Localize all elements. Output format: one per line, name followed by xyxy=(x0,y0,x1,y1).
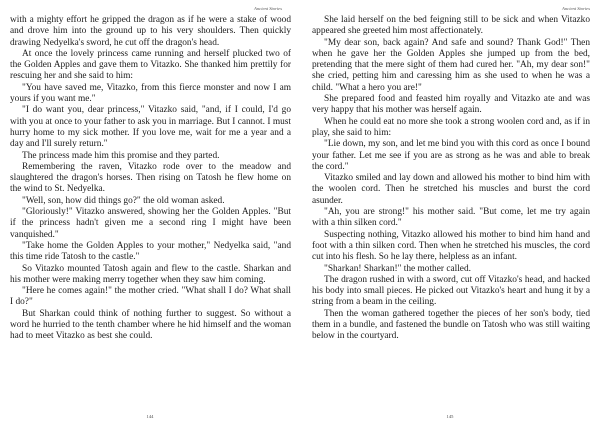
paragraph: She laid herself on the bed feigning still to be sick and when Vitazko appeared she greeted him most affectionately. xyxy=(312,15,590,37)
running-header: Ancient Stories xyxy=(254,6,282,11)
paragraph: "My dear son, back again? And safe and sound? Thank God!" Then when he gave her the Golden Apples she jumped up from the bed, pretending that the mere sight of them had cured her. "Ah, my dear son!" she cried, petting him and caressing him as she used to when he was a child. "What a hero you are!" xyxy=(312,37,590,93)
running-header: Ancient Stories xyxy=(562,6,590,11)
paragraph: Suspecting nothing, Vitazko allowed his mother to bind him hand and foot with a thin silken cord. Then when he stretched his muscles, the cord cut into his flesh. So he lay there, helpless as an infant. xyxy=(312,229,590,263)
paragraph: "Well, son, how did things go?" the old woman asked. xyxy=(22,195,225,206)
paragraph: "Take home the Golden Apples to your mother," Nedyelka said, "and this time ride Tatosh to the castle." xyxy=(10,240,291,263)
paragraph: "Ah, you are strong!" his mother said. "But come, let me try again with a thin silken cord." xyxy=(312,207,590,229)
paragraph: The dragon rushed in with a sword, cut off Vitazko's head, and hacked his body into small pieces. He picked out Vitazko's heart and hung it by a string from a beam in the ceiling. xyxy=(312,274,590,308)
paragraph: "I do want you, dear princess," Vitazko said, "and, if I could, I'd go with you at once to your father to ask you in marriage. But I cannot. I must hurry home to my sick mother. If you love me, wait for me a year and a day and I'll surely return." xyxy=(10,105,291,150)
paragraph: "Gloriously!" Vitazko answered, showing her the Golden Apples. "But if the princess hadn't given me a second ring I might have been vanquished." xyxy=(10,207,291,240)
body-text xyxy=(312,15,590,343)
paragraph: "Lie down, my son, and let me bind you with this cord as once I bound your father. Let me see if you are as strong as he was and able to break the cord." xyxy=(312,139,590,172)
paragraph: At once the lovely princess came running and herself plucked two of the Golden Apples and gave them to Vitazko. She thanked him prettily for rescuing her and she said to him: xyxy=(10,48,291,82)
paragraph: "Here he comes again!" the mother cried. "What shall I do? What shall I do?" xyxy=(10,286,291,308)
paragraph: She prepared food and feasted him royally and Vitazko ate and was very happy that his mother was herself again. xyxy=(312,94,590,116)
paragraph: So Vitazko mounted Tatosh again and flew to the castle. Sharkan and his mother were making merry together when they saw him coming. xyxy=(10,263,291,285)
paragraph: The princess made him this promise and they parted. xyxy=(22,150,220,161)
body-text xyxy=(10,15,291,343)
paragraph: "Sharkan! Sharkan!" the mother called. xyxy=(324,263,471,274)
right-page xyxy=(300,0,600,424)
page-number: 145 xyxy=(446,414,454,419)
paragraph: Then the woman gathered together the pieces of her son's body, tied them in a bundle, and fastened the bundle on Tatosh who was still waiting below in the courtyard. xyxy=(312,308,590,342)
paragraph: When he could eat no more she took a strong woolen cord and, as if in play, she said to him: xyxy=(312,116,590,138)
paragraph: But Sharkan could think of nothing further to suggest. So without a word he hurried to the tenth chamber where he hid himself and the woman had to meet Vitazko as best she could. xyxy=(10,308,291,342)
page-number: 144 xyxy=(146,414,154,419)
paragraph: "You have saved me, Vitazko, from this fierce monster and now I am yours if you want me." xyxy=(10,82,291,105)
paragraph: with a mighty effort he gripped the dragon as if he were a stake of wood and drove him into the ground up to his very shoulders. Then quickly drawing Nedyelka's sword, he cut off the dragon's head. xyxy=(10,15,291,48)
paragraph: Vitazko smiled and lay down and allowed his mother to bind him with the woolen cord. Then he stretched his muscles and burst the cord asunder. xyxy=(312,173,590,206)
paragraph: Remembering the raven, Vitazko rode over to the meadow and slaughtered the dragon's horses. Then rising on Tatosh he flew home on the wind to St. Nedyelka. xyxy=(10,161,291,195)
